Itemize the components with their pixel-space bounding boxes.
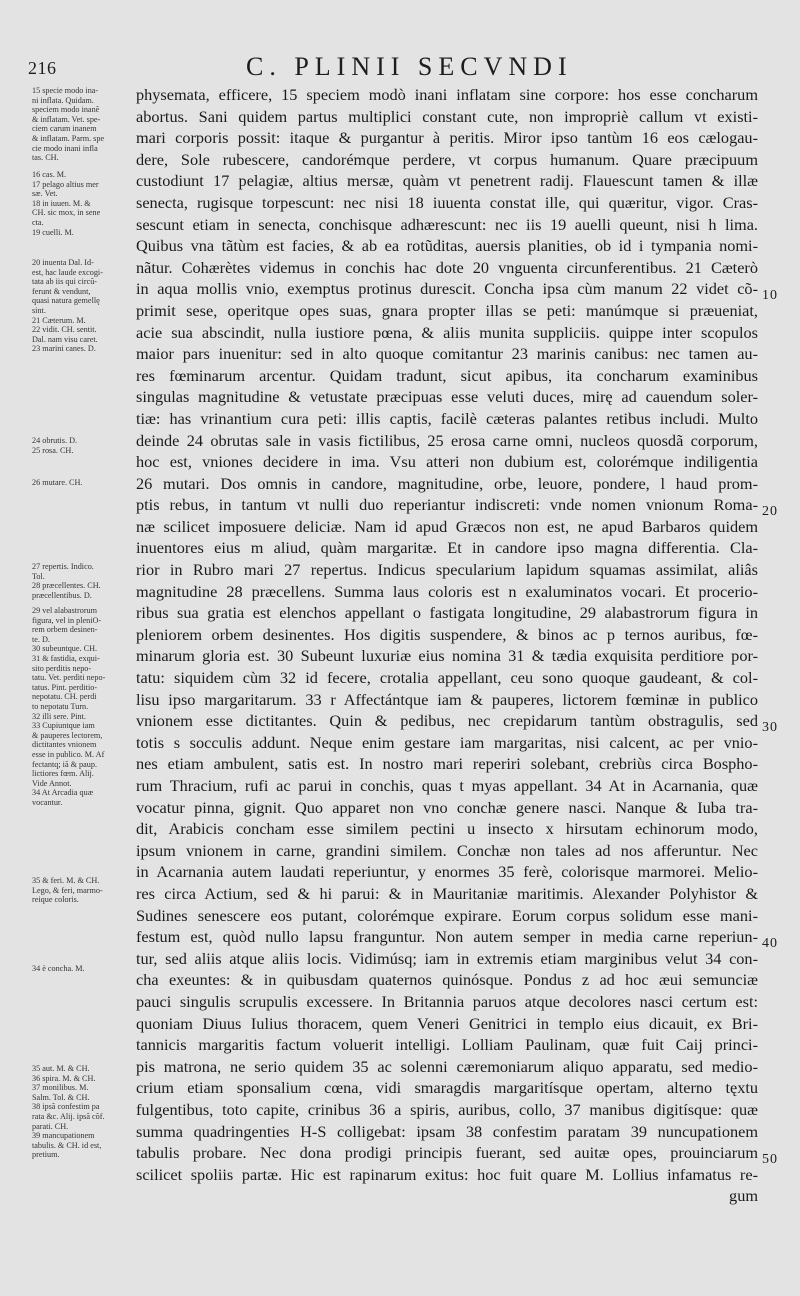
margin-note-line: 21 Cæterum. M.: [32, 315, 86, 325]
text-line: vnionem esse dictitantes. Quin & pedibus, nec crepidarum tantùm obstragulis, sed: [136, 711, 758, 731]
margin-note-line: Tol.: [32, 571, 45, 581]
margin-note-line: figura, vel in pleniO-: [32, 615, 102, 625]
margin-note-line: rem orbem desinen-: [32, 625, 98, 635]
text-line: singulas magnitudine & vetustate præcipuas esse veluti duces, mirę ad cauendum soler-: [136, 387, 758, 407]
margin-note-line: 29 vel alabastrorum: [32, 606, 98, 615]
text-line: deinde 24 obrutas sale in vasis fictilibus, 25 erosa carne omni, nucleos quosdã corporum,: [136, 430, 758, 450]
margin-note-line: 32 illi sere. Pint.: [32, 711, 86, 721]
margin-note-line: tabulis. & CH. id est,: [32, 1140, 102, 1150]
text-line: pis matrona, ne serio quidem 35 ac solenni cæremoniarum aliquo apparatu, sed medio-: [136, 1056, 758, 1076]
margin-note-line: 30 subeuntque. CH.: [32, 644, 98, 654]
margin-note-line: 28 præcellentes. CH.: [32, 581, 101, 591]
text-line: Sudines senescere eos putant, colorémque expirare. Eorum corpus solidum esse mani-: [136, 905, 758, 925]
margin-note-group: [32, 964, 132, 974]
margin-note-line: 19 cuelli. M.: [32, 227, 74, 237]
margin-note-line: cie modo inani infla: [32, 143, 98, 153]
margin-note-group: [32, 86, 132, 163]
margin-note-line: speciem modo inanẽ: [32, 105, 100, 115]
margin-note-line: Dal. nam visu caret.: [32, 334, 98, 344]
margin-note-line: vocantur.: [32, 797, 63, 807]
margin-note-line: Lego, & feri, marmo-: [32, 885, 103, 895]
text-line: maior pars inuenitur: sed in alto quoque comitantur 23 marinis canibus: nec tamen au-: [136, 344, 758, 364]
text-line: physemata, efficere, 15 speciem modò inani inflatam sine corpore: hos esse concharum: [136, 85, 758, 104]
text-line: hoc est, vniones decidere in ima. Vsu atteri non dubium est, colorémque indiligentia: [136, 452, 758, 472]
margin-note-line: tas. CH.: [32, 153, 59, 163]
line-number: 40: [762, 936, 778, 951]
text-line: mari corporis possit: itaque & purgantur à peritis. Miror ipso tantùm 16 eos cælogau-: [136, 128, 758, 148]
text-line: lisu ipso margaritarum. 33 r Affectántque iam & pauperes, lictorem fœminæ in publico: [136, 689, 758, 709]
margin-note-group: [32, 562, 132, 600]
line-number: 50: [762, 1152, 778, 1167]
line-number: 10: [762, 288, 778, 303]
margin-note-line: sæ. Vet.: [32, 189, 58, 199]
text-line: tur, sed aliis atque aliis locis. Vidimúsq; iam in extremis etiam marginibus velut 34 con-: [136, 948, 758, 968]
margin-note-line: 39 mancupationem: [32, 1131, 95, 1141]
margin-note-line: tatus. Pint. perditio-: [32, 682, 98, 692]
margin-note-line: 35 aut. M. & CH.: [32, 1064, 90, 1073]
margin-note-line: quasi natura gemellę: [32, 296, 100, 306]
line-number: 20: [762, 504, 778, 519]
text-line: crium etiam sponsalium cœna, vidi smaragdis margaritísque opertam, alterno tęxtu: [136, 1078, 758, 1098]
text-line: in Acarnania autem laudati reperiuntur, y enormes 35 ferè, colorisque marmorei. Melio-: [136, 862, 758, 882]
margin-note-line: 26 mutare. CH.: [32, 478, 83, 487]
margin-note-line: 15 specie modo ina-: [32, 86, 99, 95]
text-line: magnitudine 28 præcellens. Summa laus coloris est n exaluminatos vocari. Et procerio-: [136, 581, 758, 601]
margin-note-group: [32, 258, 132, 354]
text-line: tiæ: has vrinantium cura peti: illis captis, facilè cæteras palantes retibus includi. Multo: [136, 408, 758, 428]
text-line: ribus sua gratia est elenchos appellant o fastigata longitudine, 29 alabastrorum figura in: [136, 603, 758, 623]
margin-note-line: & inflatam. Parm. spe: [32, 133, 105, 143]
margin-note-line: tata ab iis qui circũ-: [32, 277, 98, 287]
margin-note-line: pretium.: [32, 1150, 60, 1160]
margin-note-line: parati. CH.: [32, 1121, 69, 1131]
text-line: festum est, quòd nullo lapsu franguntur. Non autem semper in media carne reperiun-: [136, 927, 758, 947]
margin-note-line: reique coloris.: [32, 895, 79, 905]
text-line: abortus. Sani quidem partus multiplici constant cute, non impropriè callum vt existi-: [136, 106, 758, 126]
text-line: sescunt etiam in senecta, conchisque adhærescunt: nec iis 19 auelli queunt, nisi h lima.: [136, 214, 758, 234]
text-line: rior in Rubro mari 27 repertus. Indicus specularium lapidum squamas assimilat, aliâs: [136, 560, 758, 580]
margin-note-line: 38 ipsã confestim pa: [32, 1102, 100, 1112]
margin-note-line: Vide Annot.: [32, 778, 72, 788]
margin-note-line: 18 in iuuen. M. &: [32, 198, 91, 208]
text-line: inuentores eius m aliud, quàm margaritæ. Et in candore ipso magna differentia. Cla-: [136, 538, 758, 558]
text-line: cha exeuntes: & in quibusdam quaternos quinósque. Pondus z ad hoc æui semunciæ: [136, 970, 758, 990]
margin-note-line: 22 vidit. CH. sentit.: [32, 325, 97, 335]
text-line: acie sua abscindit, nulla iustiore pœna, & aliis munita suppliciis. quippe inter scopulos: [136, 322, 758, 342]
margin-note-line: 23 marini canes. D.: [32, 344, 96, 354]
margin-note-line: 27 repertis. Indico.: [32, 562, 94, 571]
text-line: ipsum vnionem in carne, grandini similem. Conchæ non tales ad nos afferuntur. Nec: [136, 840, 758, 860]
margin-note-line: 17 pelago altius mer: [32, 179, 99, 189]
text-line: Quibus vna tãtùm est facies, & ab ea rotũditas, auersis planities, ob id i tympania nomi-: [136, 236, 758, 256]
text-line: nãtur. Cohærètes videmus in conchis hac dote 20 vnguenta circunferentibus. 21 Cæterò: [136, 257, 758, 277]
main-text-column: [136, 84, 758, 1207]
margin-note-line: 35 & feri. M. & CH.: [32, 876, 100, 885]
margin-note-line: 31 & fastidia, exqui-: [32, 653, 100, 663]
text-line: næ scilicet imposuere deliciæ. Nam id apud Græcos non est, ne apud Barbaros quidem: [136, 516, 758, 536]
text-line: rum Thracium, rufi ac parui in conchis, quas t myas appellant. 34 At in Acarnania, quæ: [136, 776, 758, 795]
margin-note-line: cta.: [32, 217, 44, 227]
margin-note-line: est, hac laude excogi-: [32, 267, 103, 277]
margin-note-line: 37 monilibus. M.: [32, 1083, 89, 1093]
text-line: dere, Sole rubescere, candorémque perdere, vt corpus humanum. Quare præcipuum: [136, 149, 758, 169]
margin-note-line: ni inflata. Quidam.: [32, 95, 94, 105]
margin-note-line: to nepotatu Turn.: [32, 701, 89, 711]
margin-note-line: & pauperes lectorem,: [32, 730, 103, 740]
text-line: nes etiam ambulent, satis est. In nostro mari reperiri solebant, crebriùs circa Bospho-: [136, 754, 758, 774]
text-line: tannicis margaritis factum voluerit intelligi. Lolliam Paulinam, quæ fuit Caij princi-: [136, 1035, 758, 1055]
margin-note-line: præcellentibus. D.: [32, 590, 92, 600]
text-line: minarum gloria est. 30 Subeunt luxuriæ eius nomina 31 & tædia exquisita perditiore por-: [136, 646, 758, 666]
margin-note-line: dictitantes vnionem: [32, 740, 97, 750]
text-line: tabulis probare. Nec dona prodigi principis fuerant, sed auitæ opes, prouinciarum: [136, 1143, 758, 1163]
margin-note-line: esse in publico. M. Af: [32, 749, 105, 759]
text-line: in aqua mollis vnio, exemptus protinus durescit. Concha ipsa cùm manum 22 videt cõ-: [136, 279, 758, 299]
text-line: scilicet spoliis partæ. Hic est rapinarum exitus: hoc fuit quare M. Lollius infamatus re-: [136, 1164, 758, 1184]
margin-note-line: 34 At Arcadia quæ: [32, 788, 94, 798]
margin-note-group: [32, 876, 132, 905]
margin-note-line: rata &c. Alij. ipsã cõf.: [32, 1111, 105, 1121]
margin-note-line: 16 cas. M.: [32, 170, 67, 179]
text-line: dit, Arabicis concham esse similem pectini u insecto x hirsutam echinorum modo,: [136, 819, 758, 839]
text-line: primit sese, operitque opes suas, gnara propter illas se peti: manúmque si præueniat,: [136, 300, 758, 320]
margin-note-line: nepotatu. CH. perdi: [32, 692, 97, 702]
text-line: 26 mutari. Dos omnis in candore, magnitudine, orbe, leuore, pondere, l haud prom-: [136, 473, 758, 493]
margin-note-group: [32, 606, 132, 807]
text-line: res fœminarum arcentur. Quidam tradunt, sicut apibus, ita concharum examinibus: [136, 365, 758, 385]
text-line: summa quadringenties H-S colligebat: ipsam 38 confestim paratam 39 nuncupationem: [136, 1121, 758, 1141]
margin-note-line: fectantq; iã & paup.: [32, 759, 98, 769]
margin-note-group: [32, 436, 132, 455]
margin-note-line: & inflatam. Vet. spe-: [32, 114, 101, 124]
margin-note-line: ciem carum inanem: [32, 124, 97, 134]
line-number: 30: [762, 720, 778, 735]
running-head: C. PLINII SECVNDI: [246, 52, 573, 81]
page-number: 216: [28, 58, 57, 78]
text-line: senecta, rugisque torpescunt: nec nisi 18 iuuenta constat ille, qui quæritur, vigor. Cras-: [136, 192, 758, 212]
margin-note-line: 25 rosa. CH.: [32, 445, 74, 455]
margin-note-line: lictiores fœm. Alij.: [32, 769, 94, 779]
margin-note-line: 33 Cupiuntque iam: [32, 721, 95, 731]
text-line: pleniorem orbem desinentes. Hos digitis suspendere, & binos ac p ternos auribus, fœ-: [136, 624, 758, 644]
text-line: gum: [729, 1186, 758, 1206]
margin-note-group: [32, 478, 132, 488]
margin-note-line: Salm. Tol. & CH.: [32, 1092, 90, 1102]
text-line: res circa Actium, sed & hi parui: & in Mauritaniæ maritimis. Alexander Polyhistor &: [136, 883, 758, 903]
margin-note-line: 24 obrutis. D.: [32, 436, 78, 445]
margin-note-line: 34 è concha. M.: [32, 964, 85, 973]
text-line: custodiunt 17 pelagiæ, altius mersæ, quàm vt penetrent radij. Flauescunt tamen & illæ: [136, 171, 758, 191]
margin-note-group: [32, 1064, 132, 1160]
margin-note-line: sito perditis nepo-: [32, 663, 92, 673]
margin-note-line: tatu. Vet. perditi nepo-: [32, 673, 106, 683]
margin-note-line: 36 spira. M. & CH.: [32, 1073, 96, 1083]
text-line: vocatur pinna, gignit. Quo apparet non vno conchæ genere nasci. Nanque & Iuba tra-: [136, 797, 758, 817]
text-line: ptis rebus, in tantum vt nulli duo reperiantur indiscreti: vnde nomen vnionum Roma-: [136, 495, 758, 515]
text-line: pauci singulis scrupulis excessere. In Britannia paruos atque decolores nasci certum est:: [136, 991, 758, 1011]
margin-note-line: sint.: [32, 305, 46, 315]
text-line: fulgentibus, toto capite, crinibus 36 a spiris, auribus, collo, 37 manibus digitísque: quæ: [136, 1099, 758, 1119]
margin-note-group: [32, 170, 132, 237]
text-line: quoniam Diuus Iulius thoracem, quem Veneri Genitrici in templo eius dicauit, ex Bri-: [136, 1013, 758, 1033]
text-line: totis s socculis addunt. Neque enim gestare iam margaritas, nisi calcent, ac per vnio-: [136, 732, 758, 752]
margin-note-line: CH. sic mox, in sene: [32, 208, 101, 218]
margin-note-line: ferunt & vendunt,: [32, 286, 91, 296]
text-line: tatu: siquidem cùm 32 id fecere, crotalia appellant, ceu sono quoque gaudeant, & col-: [136, 668, 758, 688]
margin-note-line: 20 inuenta Dal. Id-: [32, 258, 94, 267]
margin-note-line: te. D.: [32, 634, 50, 644]
